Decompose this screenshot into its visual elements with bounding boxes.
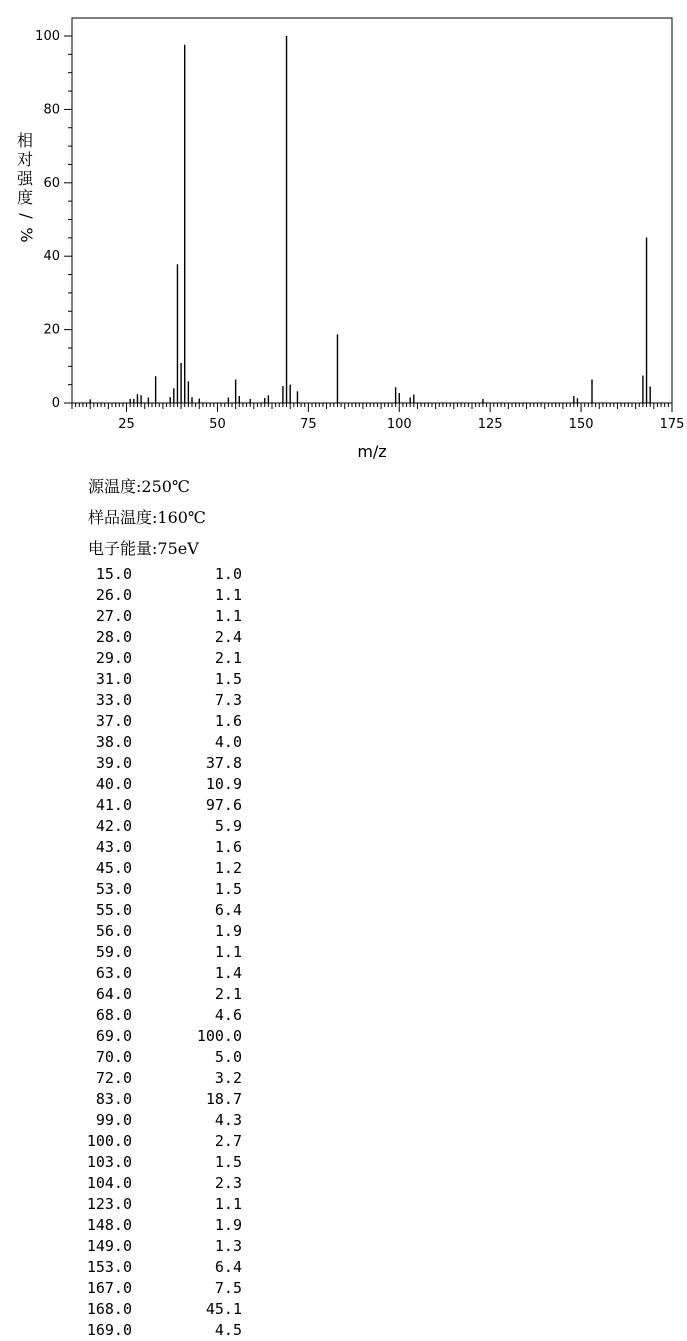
peak-intensity: 45.1	[205, 1300, 242, 1318]
peak-intensity: 7.3	[214, 691, 242, 709]
x-tick-label: 125	[477, 417, 503, 432]
peak-intensity: 10.9	[205, 775, 242, 793]
peak-mz: 99.0	[95, 1111, 132, 1129]
peak-intensity: 1.1	[214, 1195, 242, 1213]
peak-intensity: 4.0	[214, 733, 242, 751]
x-tick-label: 75	[300, 417, 317, 432]
y-axis-label-char: %	[17, 227, 36, 243]
peak-intensity: 18.7	[205, 1090, 242, 1108]
y-axis-label	[17, 131, 36, 243]
peak-intensity: 6.4	[214, 1258, 242, 1276]
x-axis-label: m/z	[357, 442, 387, 461]
peak-mz: 72.0	[95, 1069, 132, 1087]
y-tick-label: 40	[43, 249, 60, 265]
peak-mz: 68.0	[95, 1006, 132, 1024]
peak-mz: 55.0	[95, 901, 132, 919]
peak-mz: 64.0	[95, 985, 132, 1003]
peak-mz: 83.0	[95, 1090, 132, 1108]
plot-frame	[72, 18, 672, 403]
peak-intensity: 2.4	[214, 628, 242, 646]
peak-intensity: 4.5	[214, 1321, 242, 1339]
peak-mz: 69.0	[95, 1027, 132, 1045]
peak-mz: 27.0	[95, 607, 132, 625]
y-axis-label-char: 强	[16, 169, 34, 188]
mass-spectrum-chart	[0, 0, 687, 462]
peak-intensity: 97.6	[205, 796, 242, 814]
peak-intensity: 1.3	[214, 1237, 242, 1255]
peak-mz: 45.0	[95, 859, 132, 877]
peak-intensity: 4.3	[214, 1111, 242, 1129]
x-tick-label: 150	[568, 417, 594, 432]
peak-intensity: 1.6	[214, 712, 242, 730]
peak-intensity: 2.1	[214, 985, 242, 1003]
peak-mz: 29.0	[95, 649, 132, 667]
peak-intensity: 7.5	[214, 1279, 242, 1297]
peak-mz: 149.0	[86, 1237, 132, 1255]
y-axis-label-char: /	[17, 213, 36, 219]
electron-energy: 电子能量:75eV	[88, 539, 199, 558]
peak-mz: 28.0	[95, 628, 132, 646]
peak-intensity: 1.4	[214, 964, 242, 982]
peak-intensity: 3.2	[214, 1069, 242, 1087]
peak-intensity: 1.5	[214, 670, 242, 688]
y-axis-label-char: 对	[16, 150, 34, 169]
peak-intensity: 1.9	[214, 922, 242, 940]
peak-mz: 33.0	[95, 691, 132, 709]
y-tick-label: 20	[43, 322, 60, 338]
peak-mz: 103.0	[86, 1153, 132, 1171]
y-axis-label-char: 度	[16, 188, 34, 207]
peak-mz: 26.0	[95, 586, 132, 604]
peak-mz: 168.0	[86, 1300, 132, 1318]
peak-intensity: 100.0	[196, 1027, 242, 1045]
peak-mz: 41.0	[95, 796, 132, 814]
y-axis-label-char: 相	[16, 131, 34, 150]
source-temperature: 源温度:250℃	[88, 477, 190, 496]
y-tick-label: 60	[43, 175, 60, 191]
peak-intensity: 1.5	[214, 880, 242, 898]
peak-intensity: 1.0	[214, 565, 242, 583]
peak-intensity: 1.9	[214, 1216, 242, 1234]
peak-mz: 59.0	[95, 943, 132, 961]
x-tick-label: 175	[659, 417, 685, 432]
peak-mz: 123.0	[86, 1195, 132, 1213]
peak-mz: 153.0	[86, 1258, 132, 1276]
peak-mz: 43.0	[95, 838, 132, 856]
peak-intensity: 5.9	[214, 817, 242, 835]
x-tick-label: 25	[118, 417, 135, 432]
peak-mz: 167.0	[86, 1279, 132, 1297]
peak-intensity: 2.7	[214, 1132, 242, 1150]
peak-intensity: 1.6	[214, 838, 242, 856]
y-tick-label: 0	[51, 396, 60, 411]
peak-intensity: 1.2	[214, 859, 242, 877]
peak-mz: 38.0	[95, 733, 132, 751]
peak-intensity: 5.0	[214, 1048, 242, 1066]
y-tick-label: 80	[43, 102, 60, 118]
peak-intensity: 1.1	[214, 586, 242, 604]
peak-intensity: 1.5	[214, 1153, 242, 1171]
peak-mz: 42.0	[95, 817, 132, 835]
peak-mz: 100.0	[86, 1132, 132, 1150]
peak-intensity: 1.1	[214, 607, 242, 625]
peak-mz: 70.0	[95, 1048, 132, 1066]
peak-mz: 63.0	[95, 964, 132, 982]
peak-mz: 39.0	[95, 754, 132, 772]
x-tick-label: 100	[386, 417, 412, 432]
peak-mz: 56.0	[95, 922, 132, 940]
peak-mz: 37.0	[95, 712, 132, 730]
x-tick-label: 50	[209, 417, 226, 432]
peak-mz: 31.0	[95, 670, 132, 688]
peak-mz: 53.0	[95, 880, 132, 898]
peak-intensity: 2.3	[214, 1174, 242, 1192]
peak-intensity: 6.4	[214, 901, 242, 919]
peak-mz: 40.0	[95, 775, 132, 793]
peak-intensity: 37.8	[205, 754, 242, 772]
peak-intensity: 2.1	[214, 649, 242, 667]
peak-mz: 104.0	[86, 1174, 132, 1192]
peak-intensity: 1.1	[214, 943, 242, 961]
peak-mz: 148.0	[86, 1216, 132, 1234]
y-tick-label: 100	[35, 29, 60, 44]
peak-mz: 15.0	[95, 565, 132, 583]
sample-temperature: 样品温度:160℃	[88, 508, 206, 527]
peak-intensity: 4.6	[214, 1006, 242, 1024]
peak-mz: 169.0	[86, 1321, 132, 1339]
